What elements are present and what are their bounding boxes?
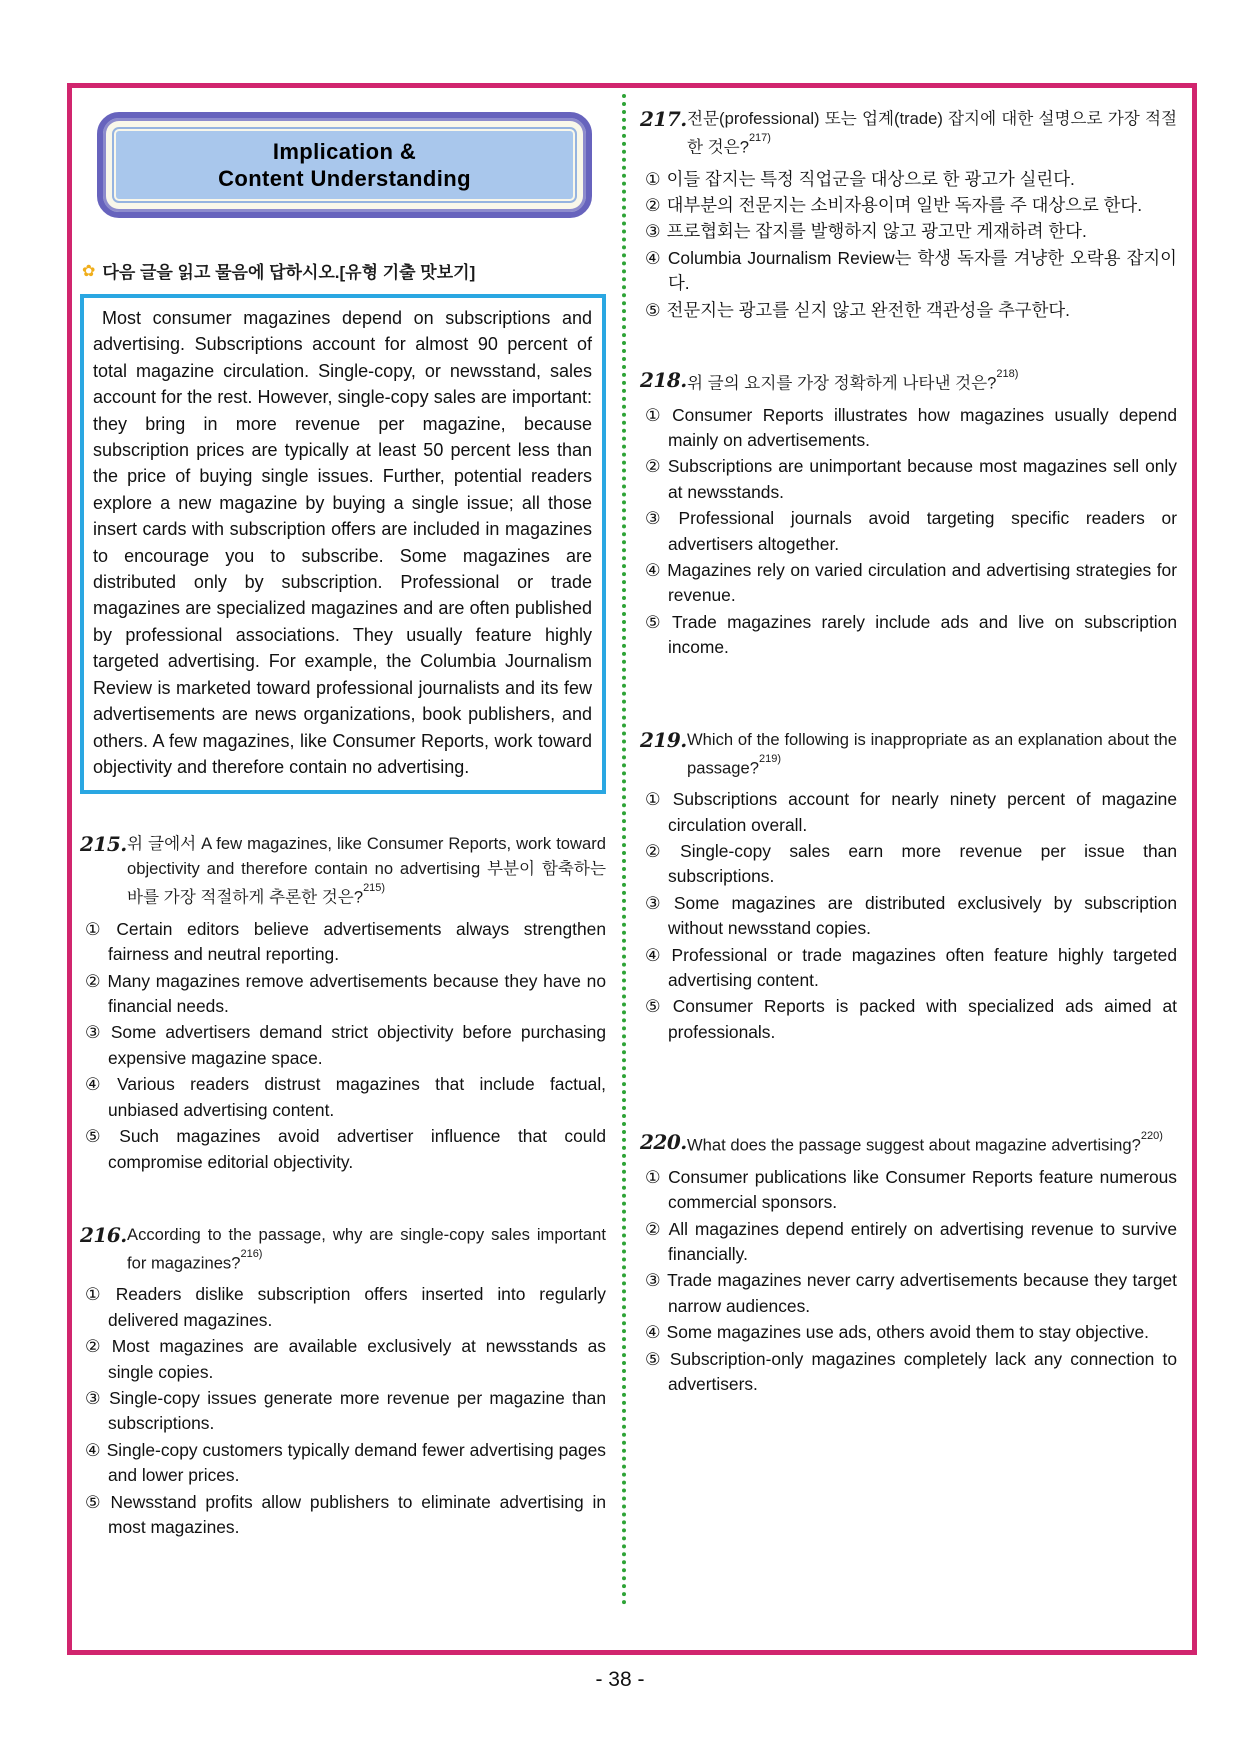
answer-option	[640, 1320, 1177, 1345]
option-number-icon: ⑤	[645, 1348, 664, 1369]
option-number-icon: ①	[85, 918, 111, 939]
option-text: 대부분의 전문지는 소비자용이며 일반 독자를 주 대상으로 한다.	[666, 194, 1143, 215]
option-text: 이들 잡지는 특정 직업군을 대상으로 한 광고가 실린다.	[666, 168, 1075, 189]
question-block	[640, 1129, 1177, 1397]
question-block	[640, 106, 1177, 323]
question-head	[640, 367, 1177, 396]
option-number-icon: ①	[645, 1166, 663, 1187]
answer-option	[640, 943, 1177, 994]
option-text: Some advertisers demand strict objectivity before purchasing expensive magazine space.	[108, 1022, 606, 1068]
question-stem: What does the passage suggest about magazine advertising?$^{220)}$	[687, 1130, 1163, 1155]
option-number-icon: ⑤	[645, 996, 667, 1017]
option-text: Professional or trade magazines often feature highly targeted advertising content.	[668, 944, 1178, 990]
question-number: 217.	[640, 107, 687, 131]
option-number-icon: ④	[645, 1322, 661, 1343]
question-footnote-ref: 217)	[748, 132, 771, 144]
option-text: Subscription-only magazines completely lack any connection to advertisers.	[668, 1348, 1177, 1394]
option-text: Most magazines are available exclusively at newsstands as single copies.	[108, 1336, 606, 1382]
option-number-icon: ②	[85, 970, 102, 991]
content-border	[67, 83, 1197, 1655]
passage-text: Most consumer magazines depend on subscriptions and advertising. Subscriptions account for almost 90 percent of total magazine circulation. Single-copy, or newsstand, sales account for the rest. However, single-copy sales are important: they bring in more revenue per magazine, because subscription prices are typically at least 50 percent less than the price of buying single issues. Further, potential readers explore a new magazine by buying a single issue; all those insert cards with subscription offers are included in magazines to encourage you to subscribe. Some magazines are distributed only by subscription. Professional or trade magazines are specialized magazines and are often published by professional associations. They usually feature highly targeted advertising. For example, the Columbia Journalism Review is marketed toward professional journalists and its few advertisements are news organizations, book publishers, and others. A few magazines, like Consumer Reports, work toward objectivity and therefore contain no advertising.	[93, 308, 592, 777]
option-text: Readers dislike subscription offers inserted into regularly delivered magazines.	[108, 1284, 606, 1330]
option-text: 전문지는 광고를 싣지 않고 완전한 객관성을 추구한다.	[666, 299, 1071, 320]
option-text: Some magazines use ads, others avoid them to stay objective.	[666, 1322, 1149, 1343]
question-block	[80, 831, 606, 1175]
option-number-icon: ③	[645, 892, 668, 913]
option-number-icon: ②	[645, 840, 675, 861]
left-column	[80, 93, 606, 1542]
instruction-text: 다음 글을 읽고 물음에 답하시오.[유형 기출 맛보기]	[102, 263, 476, 282]
question-block	[640, 367, 1177, 661]
question-number: 218.	[640, 367, 687, 392]
option-text: Magazines rely on varied circulation and advertising strategies for revenue.	[667, 559, 1177, 606]
section-title-line1: Implication &	[272, 139, 417, 164]
option-number-icon: ⑤	[645, 299, 661, 320]
option-text: Certain editors believe advertisements always strengthen fairness and neutral reporting.	[108, 918, 606, 965]
option-list	[640, 1165, 1177, 1398]
option-text: Consumer Reports illustrates how magazines usually depend mainly on advertisements.	[668, 404, 1177, 450]
option-text: Such magazines avoid advertiser influence that could compromise editorial objectivity.	[108, 1126, 607, 1172]
option-text: Trade magazines never carry advertisements because they target narrow audiences.	[667, 1270, 1178, 1316]
option-number-icon: ④	[645, 559, 662, 580]
option-text: Many magazines remove advertisements because they have no financial needs.	[107, 970, 606, 1017]
option-number-icon: ⑤	[85, 1491, 105, 1512]
question-head	[80, 831, 606, 910]
answer-option	[640, 167, 1177, 192]
answer-option	[640, 891, 1177, 942]
answer-option	[80, 917, 606, 968]
flower-icon: ✿	[82, 262, 96, 280]
option-text: Trade magazines rarely include ads and live on subscription income.	[668, 611, 1178, 658]
question-number: 219.	[640, 727, 687, 752]
answer-option	[640, 506, 1177, 557]
answer-option	[80, 969, 606, 1020]
question-head	[640, 727, 1177, 781]
answer-option	[640, 454, 1177, 505]
option-number-icon: ①	[645, 168, 661, 189]
section-title-box	[97, 112, 592, 218]
answer-option	[640, 787, 1177, 838]
option-number-icon: ④	[85, 1439, 101, 1460]
question-stem: According to the passage, why are single-copy sales important for magazines?$^{216)}$	[127, 1224, 606, 1273]
right-question-list	[640, 106, 1177, 1397]
answer-option	[640, 193, 1177, 218]
question-footnote-ref: 219)	[758, 752, 781, 765]
answer-option	[640, 246, 1177, 297]
answer-option	[80, 1490, 606, 1541]
option-text: Various readers distrust magazines that include factual, unbiased advertising content.	[108, 1074, 607, 1120]
option-text: Single-copy issues generate more revenue per magazine than subscriptions.	[108, 1388, 607, 1434]
answer-option	[640, 298, 1177, 323]
option-text: Some magazines are distributed exclusively by subscription without newsstand copies.	[668, 892, 1178, 939]
option-text: Subscriptions are unimportant because most magazines sell only at newsstands.	[667, 456, 1177, 502]
question-footnote-ref: 215)	[363, 882, 386, 895]
question-stem: Which of the following is inappropriate as an explanation about the passage?$^{219)}$	[687, 729, 1177, 778]
right-column	[640, 93, 1177, 1398]
section-title-line2: Content Understanding	[218, 166, 471, 191]
option-number-icon: ⑤	[645, 611, 667, 632]
option-text: Professional journals avoid targeting specific readers or advertisers altogether.	[668, 508, 1177, 554]
option-number-icon: ④	[645, 247, 662, 268]
answer-option	[640, 1347, 1177, 1398]
question-block	[640, 727, 1177, 1046]
left-question-list	[80, 831, 606, 1540]
answer-option	[80, 1124, 606, 1175]
option-text: Columbia Journalism Review는 학생 독자를 겨냥한 오락용 잡지이다.	[667, 247, 1177, 294]
option-list	[80, 1282, 606, 1540]
option-number-icon: ③	[645, 508, 673, 529]
answer-option	[640, 610, 1177, 661]
question-stem: 위 글의 요지를 가장 정확하게 나타낸 것은?$^{218)}$	[687, 367, 1019, 393]
option-text: Subscriptions account for nearly ninety percent of magazine circulation overall.	[668, 789, 1178, 835]
question-block	[80, 1222, 606, 1541]
answer-option	[80, 1334, 606, 1385]
question-footnote-ref: 220)	[1140, 1130, 1163, 1143]
answer-option	[640, 1217, 1177, 1268]
question-stem: 위 글에서 A few magazines, like Consumer Reports, work toward objectivity and therefore contain no advertising 부분이 함축하는 바를 가장 적절하게 추론한 것은?$^{215)}$	[127, 834, 606, 907]
answer-option	[640, 558, 1177, 609]
option-number-icon: ③	[85, 1388, 104, 1409]
answer-option	[640, 839, 1177, 890]
passage-box	[80, 294, 606, 794]
option-number-icon: ②	[85, 1336, 106, 1357]
answer-option	[640, 1165, 1177, 1216]
option-number-icon: ③	[645, 221, 661, 242]
answer-option	[80, 1438, 606, 1489]
option-text: Consumer Reports is packed with specialized ads aimed at professionals.	[668, 996, 1177, 1042]
question-head	[80, 1222, 606, 1276]
option-number-icon: ①	[645, 404, 667, 425]
answer-option	[640, 219, 1177, 244]
option-text: Single-copy sales earn more revenue per issue than subscriptions.	[668, 840, 1177, 887]
option-list	[640, 403, 1177, 661]
answer-option	[640, 403, 1177, 454]
page-number: - 38 -	[595, 1668, 645, 1691]
question-number: 216.	[80, 1222, 127, 1247]
column-divider	[622, 94, 626, 1606]
option-number-icon: ④	[645, 944, 666, 965]
answer-option	[80, 1282, 606, 1333]
answer-option	[80, 1020, 606, 1071]
instruction-row	[80, 258, 606, 283]
option-text: 프로협회는 잡지를 발행하지 않고 광고만 게재하려 한다.	[666, 221, 1087, 242]
question-head	[640, 1129, 1177, 1158]
answer-option	[80, 1072, 606, 1123]
question-number: 220.	[640, 1130, 687, 1155]
option-number-icon: ②	[645, 456, 662, 477]
answer-option	[640, 994, 1177, 1045]
option-number-icon: ⑤	[85, 1126, 114, 1147]
option-list	[80, 917, 606, 1175]
option-number-icon: ④	[85, 1074, 112, 1095]
option-number-icon: ②	[645, 1218, 663, 1239]
question-footnote-ref: 216)	[240, 1247, 263, 1260]
option-number-icon: ③	[645, 1270, 662, 1291]
option-text: Single-copy customers typically demand fewer advertising pages and lower prices.	[106, 1439, 606, 1486]
question-number: 215.	[80, 832, 127, 857]
question-head	[640, 106, 1177, 160]
answer-option	[80, 1386, 606, 1437]
option-number-icon: ②	[645, 194, 661, 215]
option-text: Consumer publications like Consumer Reports feature numerous commercial sponsors.	[668, 1166, 1177, 1213]
option-list	[640, 167, 1177, 323]
option-text: Newsstand profits allow publishers to eliminate advertising in most magazines.	[108, 1491, 607, 1538]
option-number-icon: ①	[85, 1284, 110, 1305]
question-stem: 전문(professional) 또는 업계(trade) 잡지에 대한 설명으로 가장 적절한 것은?$^{217)}$	[687, 109, 1177, 157]
option-text: All magazines depend entirely on advertising revenue to survive financially.	[668, 1218, 1177, 1264]
option-number-icon: ①	[645, 789, 667, 810]
option-list	[640, 787, 1177, 1045]
option-number-icon: ③	[85, 1022, 105, 1043]
answer-option	[640, 1268, 1177, 1319]
question-footnote-ref: 218)	[996, 367, 1019, 380]
